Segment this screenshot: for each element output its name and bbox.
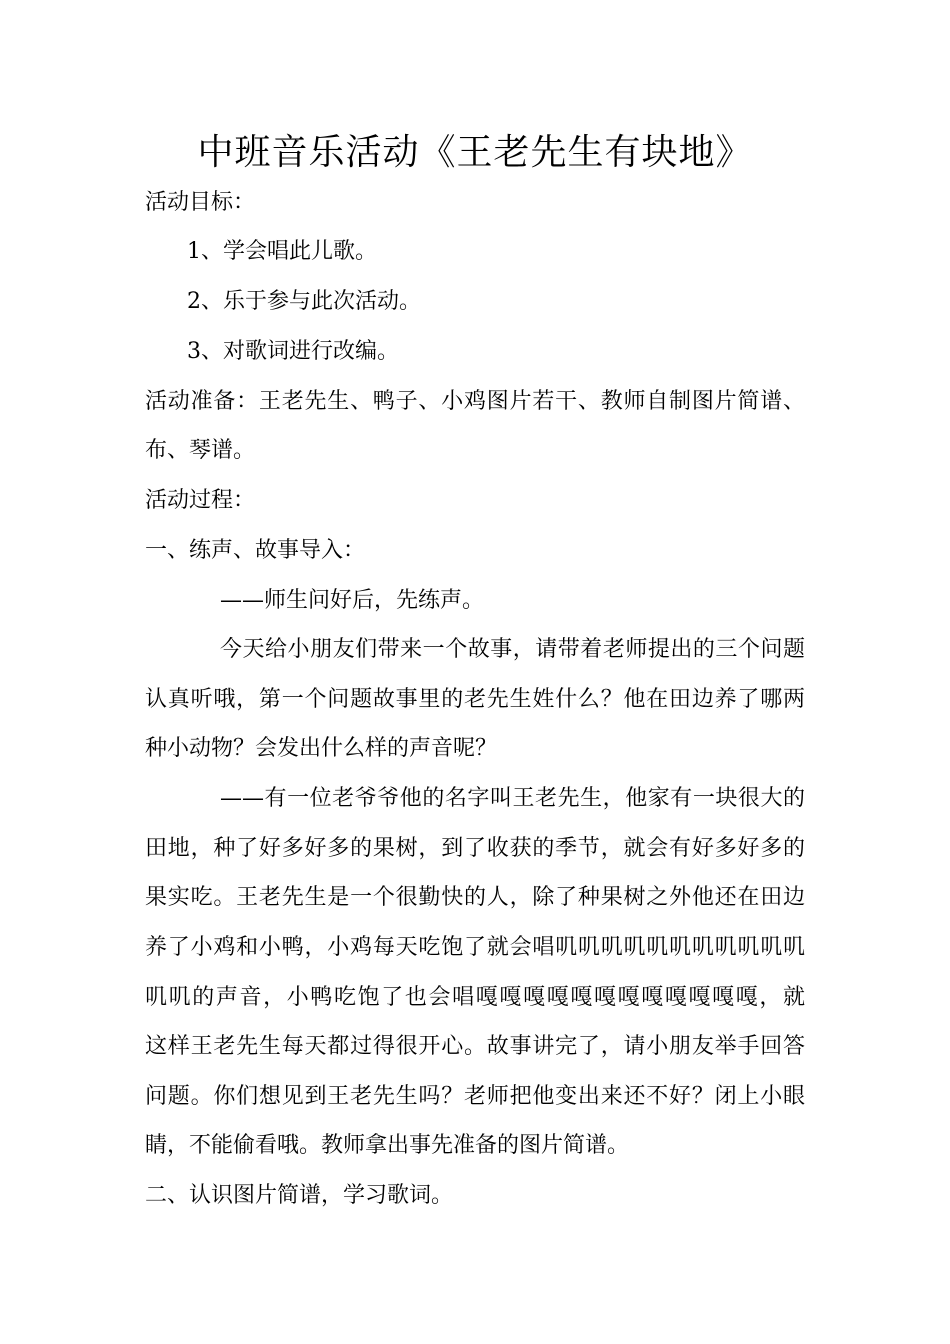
paragraph-line: 养了小鸡和小鸭，小鸡每天吃饱了就会唱叽叽叽叽叽叽叽叽叽叽叽	[145, 935, 805, 960]
section-heading-process: 活动过程：	[145, 488, 256, 513]
goal-item-3: 3、对歌词进行改编。	[187, 339, 399, 364]
preparation-line-2: 布、琴谱。	[145, 438, 256, 463]
step-heading-2: 二、认识图片简谱，学习歌词。	[145, 1183, 454, 1208]
paragraph-line: 这样王老先生每天都过得很开心。故事讲完了，请小朋友举手回答	[145, 1034, 805, 1059]
step-heading-1: 一、练声、故事导入：	[145, 538, 366, 563]
paragraph-line: 叽叽的声音，小鸭吃饱了也会唱嘎嘎嘎嘎嘎嘎嘎嘎嘎嘎嘎嘎，就	[145, 985, 805, 1010]
paragraph-line: 今天给小朋友们带来一个故事，请带着老师提出的三个问题	[220, 637, 805, 662]
paragraph-line: 种小动物？会发出什么样的声音呢？	[145, 736, 498, 761]
paragraph-line: 果实吃。王老先生是一个很勤快的人，除了种果树之外他还在田边	[145, 885, 805, 910]
document-title: 中班音乐活动《王老先生有块地》	[197, 132, 753, 173]
paragraph-line: 睛，不能偷看哦。教师拿出事先准备的图片简谱。	[145, 1133, 630, 1158]
paragraph-line: ——师生问好后，先练声。	[220, 588, 485, 613]
paragraph-line: 田地，种了好多好多的果树，到了收获的季节，就会有好多好多的	[145, 836, 805, 861]
paragraph-line: 认真听哦，第一个问题故事里的老先生姓什么？他在田边养了哪两	[145, 687, 805, 712]
paragraph-line: ——有一位老爷爷他的名字叫王老先生，他家有一块很大的	[220, 786, 805, 811]
goal-item-2: 2、乐于参与此次活动。	[187, 289, 421, 314]
goal-item-1: 1、学会唱此儿歌。	[187, 239, 377, 264]
preparation-line-1: 活动准备：王老先生、鸭子、小鸡图片若干、教师自制图片简谱、	[145, 389, 805, 414]
paragraph-line: 问题。你们想见到王老先生吗？老师把他变出来还不好？闭上小眼	[145, 1084, 805, 1109]
section-heading-goals: 活动目标：	[145, 190, 256, 215]
